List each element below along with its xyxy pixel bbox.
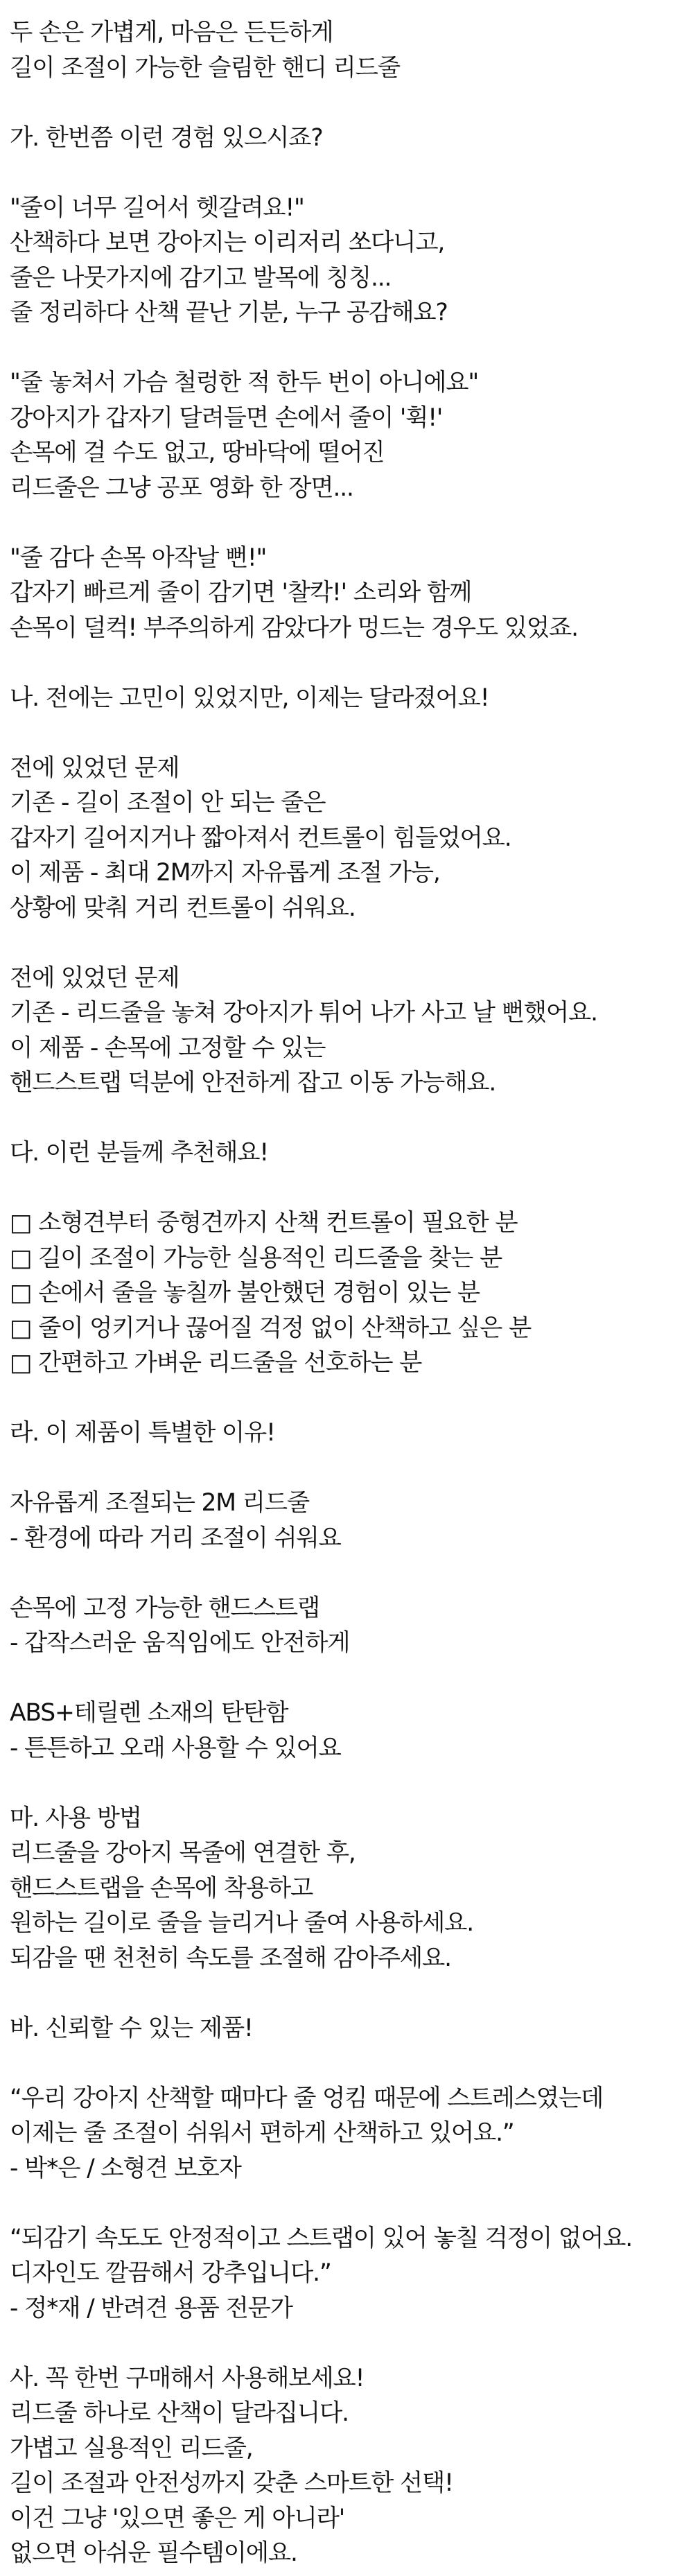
spacer — [10, 331, 683, 366]
product-description — [10, 15, 683, 2571]
review-text: 디자인도 깔끔해서 강추입니다.” — [10, 2259, 331, 2287]
checklist-item: □ 줄이 엉키거나 끊어질 걱정 없이 산책하고 싶은 분 — [10, 1314, 532, 1342]
spacer — [10, 1661, 683, 1696]
spacer — [10, 155, 683, 191]
checklist-item: □ 소형견부터 중형견까지 산책 컨트롤이 필요한 분 — [10, 1209, 518, 1237]
paragraph-line: 이건 그냥 '있으면 좋은 게 아니라' — [10, 2504, 345, 2532]
paragraph-line: 리드줄을 강아지 목줄에 연결한 후, — [10, 1839, 356, 1867]
section-heading: 라. 이 제품이 특별한 이유! — [10, 1419, 275, 1447]
paragraph-line: 길이 조절과 안전성까지 갖춘 스마트한 선택! — [10, 2469, 453, 2497]
spacer — [10, 1381, 683, 1416]
review-text: “되감기 속도도 안정적이고 스트랩이 있어 놓칠 걱정이 없어요. — [10, 2224, 632, 2252]
spacer — [10, 1976, 683, 2011]
paragraph-line: 갑자기 빠르게 줄이 감기면 '찰칵!' 소리와 함께 — [10, 579, 472, 607]
paragraph-line: 리드줄은 그냥 공포 영화 한 장면... — [10, 473, 353, 502]
section-features — [10, 1416, 683, 1766]
spacer — [10, 1766, 683, 1801]
section-closing — [10, 2361, 683, 2571]
spacer — [10, 925, 683, 961]
paragraph-line: 상황에 맞춰 거리 컨트롤이 쉬워요. — [10, 894, 356, 922]
paragraph-line: 갑자기 길어지거나 짧아져서 컨트롤이 힘들었어요. — [10, 824, 511, 852]
spacer — [10, 85, 683, 121]
review-author: - 박*은 / 소형견 보호자 — [10, 2154, 241, 2182]
paragraph-line: 산책하다 보면 강아지는 이리저리 쏘다니고, — [10, 229, 445, 256]
paragraph-line: 전에 있었던 문제 — [10, 964, 179, 992]
paragraph-line: 이 제품 - 손목에 고정할 수 있는 — [10, 1034, 326, 1062]
paragraph-line: "줄 놓쳐서 가슴 철렁한 적 한두 번이 아니에요" — [10, 369, 478, 397]
section-heading: 가. 한번쯤 이런 경험 있으시죠? — [10, 123, 323, 152]
feature-title: 자유롭게 조절되는 2M 리드줄 — [10, 1489, 310, 1517]
spacer — [10, 1171, 683, 1206]
checklist-item: □ 손에서 줄을 놓칠까 불안했던 경험이 있는 분 — [10, 1279, 480, 1307]
section-experience — [10, 121, 683, 646]
paragraph-line: "줄이 너무 길어서 헷갈려요!" — [10, 193, 304, 222]
feature-detail: - 튼튼하고 오래 사용할 수 있어요 — [10, 1734, 341, 1762]
paragraph-line: 없으면 아쉬운 필수템이에요. — [10, 2539, 297, 2567]
paragraph-line: 원하는 길이로 줄을 늘리거나 줄여 사용하세요. — [10, 1909, 474, 1937]
paragraph-line: 리드줄 하나로 산책이 달라집니다. — [10, 2399, 349, 2427]
spacer — [10, 1451, 683, 1486]
feature-detail: - 환경에 따라 거리 조절이 쉬워요 — [10, 1524, 341, 1552]
paragraph-line: 줄은 나뭇가지에 감기고 발목에 칭칭... — [10, 263, 392, 292]
spacer — [10, 505, 683, 541]
title-line: 길이 조절이 가능한 슬림한 핸디 리드줄 — [10, 53, 400, 82]
spacer — [10, 1101, 683, 1136]
paragraph-line: 핸드스트랩을 손목에 착용하고 — [10, 1874, 313, 1902]
paragraph-line: 이 제품 - 최대 2M까지 자유롭게 조절 가능, — [10, 859, 440, 887]
spacer — [10, 645, 683, 681]
title-line: 두 손은 가볍게, 마음은 든든하게 — [10, 19, 333, 46]
paragraph-line: 손목이 덜컥! 부주의하게 감았다가 멍드는 경우도 있었죠. — [10, 613, 578, 642]
paragraph-line: 가볍고 실용적인 리드줄, — [10, 2434, 253, 2462]
section-heading: 나. 전에는 고민이 있었지만, 이제는 달라졌어요! — [10, 684, 489, 712]
paragraph-line: 되감을 땐 천천히 속도를 조절해 감아주세요. — [10, 1944, 451, 1972]
section-reviews — [10, 2011, 683, 2326]
section-recommend — [10, 1135, 683, 1381]
spacer — [10, 2186, 683, 2221]
section-heading: 사. 꼭 한번 구매해서 사용해보세요! — [10, 2364, 365, 2392]
paragraph-line: 전에 있었던 문제 — [10, 754, 179, 782]
paragraph-line: 강아지가 갑자기 달려들면 손에서 줄이 '휙!' — [10, 403, 443, 432]
intro-title — [10, 15, 683, 85]
paragraph-line: "줄 감다 손목 아작날 뻔!" — [10, 543, 267, 572]
paragraph-line: 기존 - 리드줄을 놓쳐 강아지가 튀어 나가 사고 날 뻔했어요. — [10, 999, 597, 1027]
spacer — [10, 715, 683, 751]
paragraph-line: 줄 정리하다 산책 끝난 기분, 누구 공감해요? — [10, 299, 448, 327]
review-author: - 정*재 / 반려견 용품 전문가 — [10, 2294, 292, 2322]
spacer — [10, 2326, 683, 2361]
review-text: “우리 강아지 산책할 때마다 줄 엉킴 때문에 스트레스였는데 — [10, 2084, 604, 2112]
section-before-after — [10, 681, 683, 1101]
spacer — [10, 1556, 683, 1591]
paragraph-line: 손목에 걸 수도 없고, 땅바닥에 떨어진 — [10, 439, 385, 467]
section-heading: 바. 신뢰할 수 있는 제품! — [10, 2014, 253, 2042]
spacer — [10, 2046, 683, 2081]
section-usage — [10, 1801, 683, 1976]
review-text: 이제는 줄 조절이 쉬워서 편하게 산책하고 있어요.” — [10, 2119, 514, 2147]
paragraph-line: 기존 - 길이 조절이 안 되는 줄은 — [10, 789, 326, 817]
feature-detail: - 갑작스러운 움직임에도 안전하게 — [10, 1629, 350, 1657]
section-heading: 다. 이런 분들께 추천해요! — [10, 1139, 268, 1167]
feature-title: ABS+테릴렌 소재의 탄탄함 — [10, 1699, 288, 1727]
feature-title: 손목에 고정 가능한 핸드스트랩 — [10, 1594, 319, 1622]
checklist-item: □ 길이 조절이 가능한 실용적인 리드줄을 찾는 분 — [10, 1244, 502, 1272]
section-heading: 마. 사용 방법 — [10, 1804, 141, 1832]
paragraph-line: 핸드스트랩 덕분에 안전하게 잡고 이동 가능해요. — [10, 1069, 496, 1097]
checklist-item: □ 간편하고 가벼운 리드줄을 선호하는 분 — [10, 1349, 422, 1377]
